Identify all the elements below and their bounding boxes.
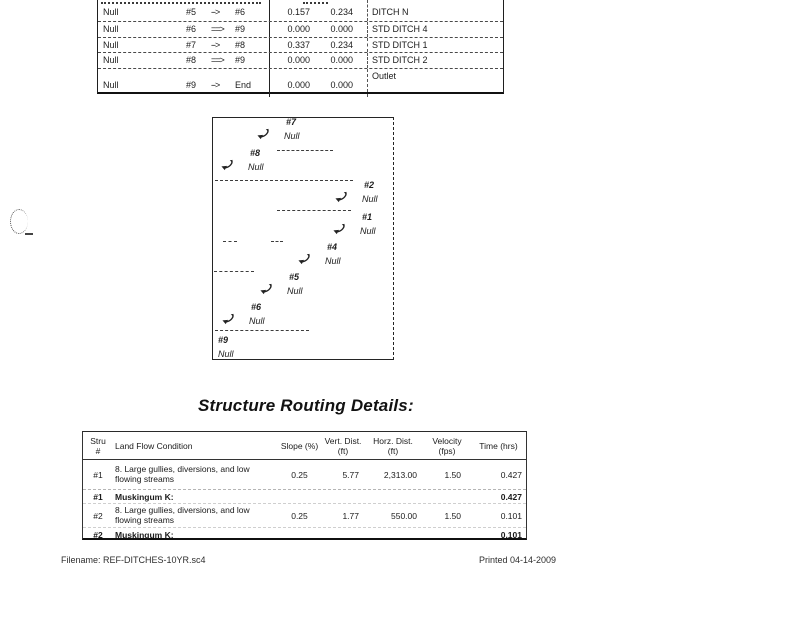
flow-arrow: -->	[211, 7, 220, 17]
network-routing-table	[97, 0, 504, 94]
structure-name-cell: DITCH N	[367, 0, 503, 21]
value-cell: 0.234	[330, 7, 353, 17]
header-vert-dist: Vert. Dist. (ft)	[324, 435, 362, 456]
node-null-label: Null	[248, 162, 264, 172]
vert-dist-cell: 5.77	[342, 469, 359, 480]
structure-name-cell: Outlet	[367, 69, 503, 97]
muskingum-label: Muskingum K:	[115, 491, 174, 502]
muskingum-value: 0.101	[500, 529, 522, 540]
time-cell: 0.427	[500, 469, 522, 480]
header-stru: Stru #	[90, 435, 106, 456]
node-null-label: Null	[362, 194, 378, 204]
null-cell: Null	[103, 24, 119, 35]
page-title: Structure Routing Details:	[198, 396, 414, 415]
flow-arrow: -->	[211, 79, 220, 90]
node-id-label: #8	[250, 148, 261, 158]
structure-name-cell: STD DITCH 4	[367, 22, 503, 37]
header-land-flow-condition: Land Flow Condition	[115, 440, 193, 451]
structure-name-cell: STD DITCH 2	[367, 53, 503, 68]
node-null-label: Null	[218, 349, 234, 359]
header-velocity: Velocity (fps)	[432, 435, 462, 456]
node-null-label: Null	[360, 226, 376, 236]
table-header-row	[83, 432, 526, 460]
null-cell: Null	[103, 39, 119, 50]
flow-arrow: ==>	[211, 55, 224, 66]
watershed-network-diagram	[212, 117, 394, 360]
to-structure-cell: #9	[235, 53, 270, 68]
header-horz-dist: Horz. Dist. (ft)	[373, 435, 413, 456]
table-row	[98, 22, 503, 38]
muskingum-value: 0.427	[500, 491, 522, 502]
scan-dash-artifact	[303, 2, 328, 4]
velocity-cell: 1.50	[444, 469, 461, 480]
diagram-node-1	[332, 214, 404, 246]
muskingum-row-1	[83, 490, 526, 504]
header-slope: Slope (%)	[280, 440, 319, 451]
scan-artifact-arc	[10, 209, 28, 234]
stru-cell: #2	[93, 510, 103, 521]
muskingum-row-2	[83, 528, 526, 541]
slope-cell: 0.25	[291, 469, 308, 480]
horz-dist-cell: 550.00	[391, 510, 417, 521]
structure-curved-arrow-icon	[220, 158, 235, 176]
value-cell: 0.000	[287, 24, 310, 35]
to-structure-cell: #9	[235, 22, 270, 37]
from-structure-cell: #7	[186, 39, 197, 50]
flow-arrow: ==>	[211, 24, 224, 35]
routing-row-1	[83, 460, 526, 490]
to-structure-cell: #6	[235, 0, 270, 21]
structure-curved-arrow-icon	[256, 127, 271, 145]
value-cell: 0.000	[287, 79, 310, 90]
structure-routing-table	[82, 431, 527, 540]
structure-name-cell: STD DITCH 1	[367, 38, 503, 53]
value-cell: 0.157	[287, 7, 310, 17]
null-cell: Null	[103, 79, 119, 90]
structure-curved-arrow-icon	[332, 222, 347, 240]
node-id-label: #6	[251, 302, 262, 312]
node-id-label: #4	[327, 242, 338, 252]
value-cell: 0.337	[287, 39, 310, 50]
structure-curved-arrow-icon	[259, 282, 274, 300]
diagram-node-6	[221, 304, 293, 336]
null-cell: Null	[103, 55, 119, 66]
muskingum-label: Muskingum K:	[115, 529, 174, 540]
diagram-node-2	[334, 182, 406, 214]
vert-dist-cell: 1.77	[342, 510, 359, 521]
slope-cell: 0.25	[291, 510, 308, 521]
horz-dist-cell: 2,313.00	[383, 469, 417, 480]
value-cell: 0.000	[287, 55, 310, 66]
velocity-cell: 1.50	[444, 510, 461, 521]
diagram-node-5	[259, 274, 331, 306]
diagram-node-9	[218, 337, 290, 369]
node-id-label: #2	[364, 180, 375, 190]
scan-dash-artifact	[101, 2, 261, 4]
node-id-label: #5	[289, 272, 300, 282]
condition-cell: 8. Large gullies, diversions, and low flowing streams	[115, 504, 250, 525]
null-cell: Null	[103, 7, 119, 17]
table-row	[98, 38, 503, 54]
time-cell: 0.101	[500, 510, 522, 521]
node-null-label: Null	[287, 286, 303, 296]
table-row	[98, 69, 503, 97]
node-null-label: Null	[284, 131, 300, 141]
diagram-node-4	[297, 244, 369, 276]
footer-printed-date: Printed 04-14-2009	[479, 555, 557, 565]
node-id-label: #1	[362, 212, 373, 222]
boundary-dashed-line	[223, 241, 237, 242]
routing-row-2	[83, 504, 526, 528]
stru-cell: #1	[93, 469, 103, 480]
condition-cell: 8. Large gullies, diversions, and low flowing streams	[115, 463, 250, 484]
flow-arrow: -->	[211, 39, 220, 50]
to-structure-cell: #8	[235, 38, 270, 53]
node-null-label: Null	[325, 256, 341, 266]
value-cell: 0.000	[330, 24, 353, 35]
boundary-dashed-line	[214, 271, 254, 272]
from-structure-cell: #6	[186, 24, 197, 35]
to-structure-cell: End	[235, 69, 270, 97]
node-null-label: Null	[249, 316, 265, 326]
structure-curved-arrow-icon	[297, 252, 312, 270]
diagram-node-8	[220, 150, 292, 182]
stru-cell: #2	[93, 529, 103, 540]
value-cell: 0.234	[330, 39, 353, 50]
from-structure-cell: #9	[186, 79, 197, 90]
footer-filename: Filename: REF-DITCHES-10YR.sc4	[61, 555, 206, 565]
from-structure-cell: #5	[186, 7, 197, 17]
value-cell: 0.000	[330, 79, 353, 90]
node-id-label: #9	[218, 335, 229, 345]
structure-curved-arrow-icon	[221, 312, 236, 330]
value-cell: 0.000	[330, 55, 353, 66]
from-structure-cell: #8	[186, 55, 197, 66]
diagram-node-7	[256, 119, 328, 151]
stru-cell: #1	[93, 491, 103, 502]
boundary-dashed-line	[271, 241, 283, 242]
header-time: Time (hrs)	[479, 440, 518, 451]
table-row	[98, 53, 503, 69]
node-id-label: #7	[286, 117, 297, 127]
scan-artifact-tick	[25, 233, 33, 235]
structure-curved-arrow-icon	[334, 190, 349, 208]
